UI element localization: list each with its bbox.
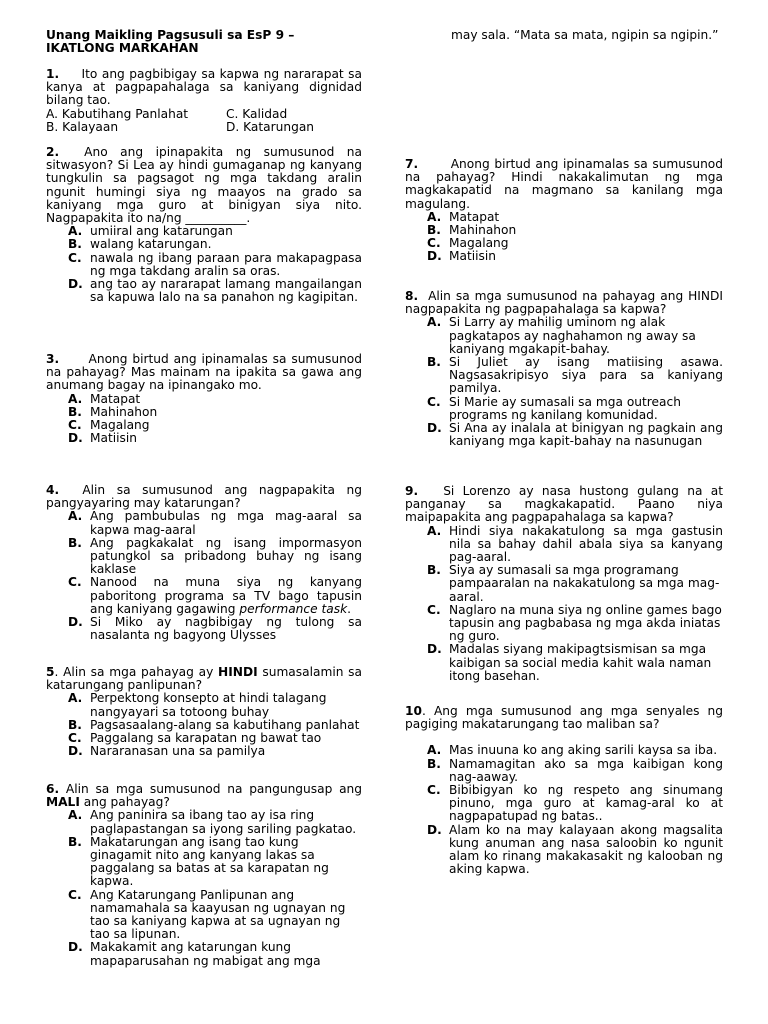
question-7-option-c: C. Magalang: [427, 236, 509, 251]
question-5-options: [68, 692, 362, 758]
question-3: [46, 353, 362, 445]
question-1-number: 1.: [46, 67, 60, 81]
question-5-stem: 5. Alin sa mga pahayag ay HINDI sumasalamin sa katarungang panlipunan?: [46, 665, 362, 693]
question-8-option-a: A. Si Larry ay mahilig uminom ng alak pagkatapos ay naghahamon ng away sa kaniyang mgakapit-bahay.: [427, 315, 696, 356]
question-1-option-c: C. Kalidad: [226, 106, 288, 121]
question-2-text: Ano ang ipinapakita ng sumusunod na sitwasyon? Si Lea ay hindi gumaganap ng kanyang tungkulin sa pagsagot ng mga takdang aralin ngunit humingi siya ng maayos na grado sa kaniyang mga guro at binigyan siya nito. Nagpapakita ito na/ng __________.: [46, 145, 363, 226]
question-9-option-b: B. Siya ay sumasali sa mga programang pampaaralan na nakakatulong sa mga mag-aaral.: [427, 563, 720, 604]
question-6: [46, 783, 362, 968]
question-10-number: 10: [405, 704, 422, 718]
question-4-options: [68, 510, 362, 642]
question-9-number: 9.: [405, 484, 419, 498]
question-2-option-a: A. umiiral ang katarungan: [68, 224, 233, 239]
question-1-options-row1: [46, 108, 362, 121]
question-6-options: [68, 809, 362, 967]
question-4-stem: [46, 484, 362, 510]
question-6-number: 6.: [46, 782, 60, 796]
question-7-stem: [405, 158, 723, 211]
question-3-number: 3.: [46, 352, 60, 366]
question-3-option-b: B. Mahinahon: [68, 404, 158, 419]
question-2-option-b: B. walang katarungan.: [68, 237, 212, 252]
question-5-option-d: D. Nararanasan una sa pamilya: [68, 744, 266, 759]
question-9-option-d: D. Madalas siyang makipagtsismisan sa mga kaibigan sa social media kahit wala naman itong basehan.: [427, 642, 712, 683]
quiz-title: [46, 29, 362, 55]
question-10: [405, 705, 723, 876]
question-6-option-d-continued: may sala. “Mata sa mata, ngipin sa ngipin.”: [451, 28, 719, 42]
question-2-number: 2.: [46, 145, 60, 159]
question-8-option-b: B. Si Juliet ay isang matiising asawa. Nagsasakripisyo siya para sa kaniyang pamilya.: [427, 355, 723, 396]
question-6-option-b: B. Makatarungan ang isang tao kung ginagamit nito ang kanyang lakas sa paggalang sa batas at sa karapatan ng kapwa.: [68, 834, 329, 889]
question-1-option-b: B. Kalayaan: [46, 119, 119, 134]
question-2-stem: [46, 146, 362, 225]
question-1-text: Ito ang pagbibigay sa kapwa ng nararapat sa kanya at pagpapahalaga sa kaniyang dignidad bilang tao.: [46, 67, 362, 108]
question-7-option-b: B. Mahinahon: [427, 223, 517, 238]
question-10-option-c: C. Bibibigyan ko ng respeto ang sinumang pinuno, mga guro at kamag-aral ko at nagpapatupad ng batas..: [427, 783, 723, 824]
question-9-options: [427, 525, 723, 683]
question-6-option-d: D. Makakamit ang katarungan kung mapaparusahan ng mabigat ang mga: [68, 940, 321, 968]
question-8-stem: [405, 290, 723, 316]
question-4-text: Alin sa sumusunod ang nagpapakita ng pangyayaring may katarungan?: [46, 483, 362, 511]
question-10-options: [427, 744, 723, 876]
question-2-option-d: D. ang tao ay nararapat lamang mangailangan sa kapuwa lalo na sa panahon ng kagipitan.: [68, 277, 362, 305]
question-9-text: Si Lorenzo ay nasa hustong gulang na at panganay sa magkakapatid. Paano niya maipapakita ang pagpapahalaga sa kapwa?: [405, 484, 724, 525]
question-1-option-a: A. Kabutihang Panlahat: [46, 106, 189, 121]
question-8-options: [427, 316, 723, 448]
question-5-option-b: B. Pagsasaalang-alang sa kabutihang panlahat: [68, 717, 360, 732]
question-6-option-c: C. Ang Katarungang Panlipunan ang namamahala sa kaayusan ng ugnayan ng tao sa kaniyang kapwa at sa ugnayan ng tao sa lipunan.: [68, 887, 346, 942]
question-5-option-c: C. Paggalang sa karapatan ng bawat tao: [68, 731, 322, 746]
question-7-option-d: D. Matiisin: [427, 249, 496, 264]
question-2-options: [68, 225, 362, 304]
question-9-stem: [405, 485, 723, 525]
question-10-stem: [405, 705, 723, 731]
question-3-option-a: A. Matapat: [68, 391, 141, 406]
question-8: [405, 290, 723, 448]
question-4-option-a: A. Ang pambubulas ng mga mag-aaral sa kapwa mag-aaral: [68, 509, 362, 537]
question-10-text: . Ang mga sumusunod ang mga senyales ng pagiging makatarungang tao maliban sa?: [405, 704, 723, 732]
question-3-option-d: D. Matiisin: [68, 431, 137, 446]
question-9-option-c: C. Naglaro na muna siya ng online games bago tapusin ang pagbabasa ng mga akda iniatas ng guro.: [427, 602, 722, 644]
question-8-option-d: D. Si Ana ay inalala at binigyan ng pagkain ang kaniyang mga kapit-bahay na nasunugan: [427, 421, 723, 449]
question-1-options-row2: [46, 121, 362, 134]
quiz-title-line2: IKATLONG MARKAHAN: [46, 41, 199, 56]
question-1-stem: [46, 68, 362, 108]
question-5-number: 5: [46, 665, 55, 679]
question-8-number: 8.: [405, 289, 419, 303]
question-5: [46, 666, 362, 758]
question-6-stem: 6. Alin sa mga sumusunod na pangungusap ang MALI ang pahayag?: [46, 782, 362, 810]
question-2-option-c: C. nawala ng ibang paraan para makapagpasa ng mga takdang aralin sa oras.: [68, 250, 362, 278]
question-10-option-a: A. Mas inuuna ko ang aking sarili kaysa sa iba.: [427, 743, 718, 758]
question-10-option-d: D. Alam ko na may kalayaan akong magsalita kung anuman ang nasa saloobin ko ngunit alam ko rinang makakasakit ng kalooban ng aking kapwa.: [427, 822, 723, 877]
question-7-options: [427, 211, 723, 264]
question-5-option-a: A. Perpektong konsepto at hindi talagang nangyayari sa totoong buhay: [68, 691, 327, 719]
question-3-options: [68, 393, 362, 446]
question-3-option-c: C. Magalang: [68, 418, 150, 433]
question-4-option-b: B. Ang pagkakalat ng isang impormasyon patungkol sa pribadong buhay ng isang kaklase: [68, 535, 362, 577]
question-4: [46, 484, 362, 642]
question-3-stem: [46, 353, 362, 393]
question-4-option-d: D. Si Miko ay nagbibigay ng tulong sa nasalanta ng bagyong Ulysses: [68, 615, 362, 643]
question-8-text: Alin sa mga sumusunod na pahayag ang HINDI nagpapakita ng pagpapahalaga sa kapwa?: [405, 289, 723, 317]
question-7: [405, 158, 723, 264]
question-7-number: 7.: [405, 157, 419, 171]
question-8-option-c: C. Si Marie ay sumasali sa mga outreach programs ng kanilang komunidad.: [427, 394, 681, 422]
question-1-option-d: D. Katarungan: [226, 119, 315, 134]
question-1: [46, 68, 362, 134]
question-2: [46, 146, 362, 304]
question-4-option-c: C. Nanood na muna siya ng kanyang paboritong programa sa TV bago tapusin ang kaniyang gagawing performance task.: [68, 575, 362, 616]
question-9: [405, 485, 723, 683]
quiz-title-line1: Unang Maikling Pagsusuli sa EsP 9 –: [46, 28, 295, 42]
question-9-option-a: A. Hindi siya nakakatulong sa mga gastusin nila sa bahay dahil abala siya sa kanyang pag-aaral.: [427, 523, 723, 565]
question-3-text: Anong birtud ang ipinamalas sa sumusunod na pahayag? Mas mainam na ipakita sa gawa ang anumang bagay na ipinangako mo.: [46, 352, 363, 393]
question-10-option-b: B. Namamagitan ako sa mga kaibigan kong nag-aaway.: [427, 756, 723, 784]
question-7-text: Anong birtud ang ipinamalas sa sumusunod na pahayag? Hindi nakakalimutan ng mga magkakapatid na magmano sa kanilang mga magulang.: [405, 157, 723, 211]
question-6-option-a: A. Ang paninira sa ibang tao ay isa ring paglapastangan sa iyong sariling pagkatao.: [68, 808, 357, 836]
question-4-number: 4.: [46, 483, 60, 497]
question-7-option-a: A. Matapat: [427, 209, 500, 224]
